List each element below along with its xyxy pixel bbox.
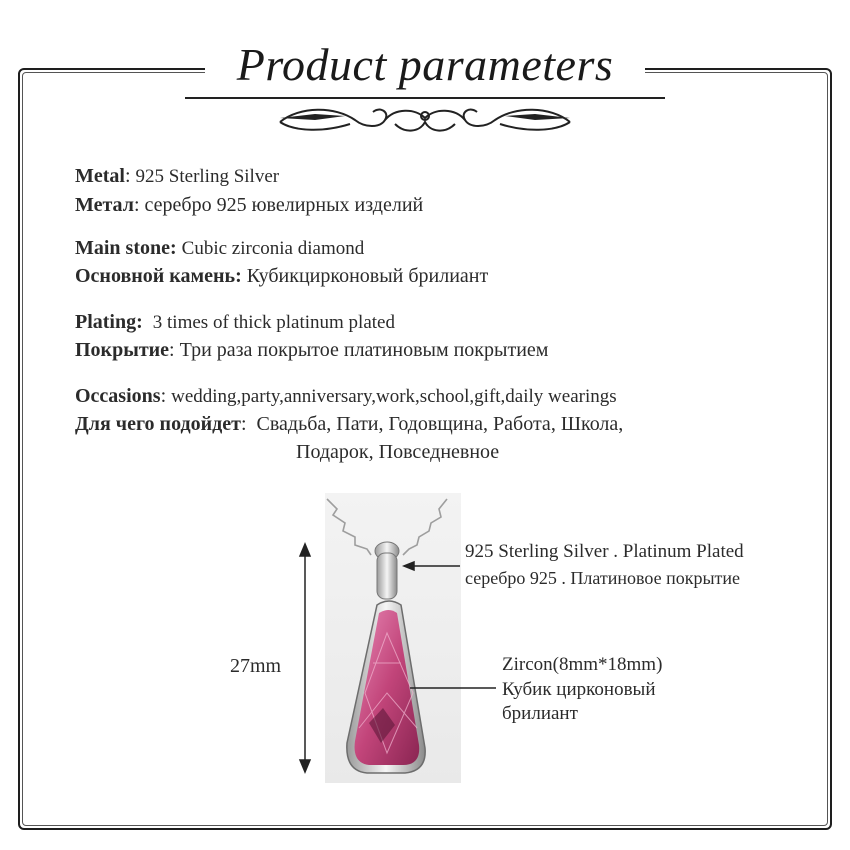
spec-separator: : [124, 165, 136, 187]
spec-label: Main stone: [75, 237, 177, 259]
spec-value: 3 times of thick platinum plated [152, 312, 395, 333]
dimension-label: 27mm [230, 655, 282, 677]
spec-label: Occasions [75, 385, 161, 407]
page-title: Product parameters [236, 39, 614, 90]
spec-value: Подарок, Повседневное [296, 441, 500, 463]
spec-value: wedding,party,anniversary,work,school,gift,daily wearings [171, 386, 617, 407]
spec-label: Метал [75, 194, 134, 216]
callout-stone-line2: Кубик цирконовый [502, 679, 656, 700]
spec-label: Основной камень: [75, 265, 242, 287]
spec-label: Metal [75, 165, 125, 187]
spec-label: Plating: [75, 311, 143, 333]
spec-value: Три раза покрытое платиновым покрытием [179, 339, 549, 361]
spec-separator: : [133, 194, 145, 216]
spec-value: 925 Sterling Silver [135, 166, 280, 187]
spec-separator: : [240, 413, 257, 435]
callout-stone-line1: Zircon(8mm*18mm) [502, 654, 663, 675]
spec-value: Свадьба, Пати, Годовщина, Работа, Школа, [256, 413, 624, 435]
spec-value: Кубикцирконовый брилиант [246, 265, 489, 287]
spec-separator: : [160, 385, 172, 407]
callout-bail-en: 925 Sterling Silver . Platinum Plated [465, 541, 744, 562]
spec-label: Для чего подойдет [75, 413, 241, 435]
spec-separator: : [169, 339, 180, 361]
callout-bail-ru: серебро 925 . Платиновое покрытие [465, 568, 741, 588]
callout-stone-line3: брилиант [502, 703, 578, 724]
spec-value: серебро 925 ювелирных изделий [144, 194, 424, 216]
spec-label: Покрытие [75, 339, 170, 361]
spec-value: Cubic zirconia diamond [181, 238, 365, 259]
